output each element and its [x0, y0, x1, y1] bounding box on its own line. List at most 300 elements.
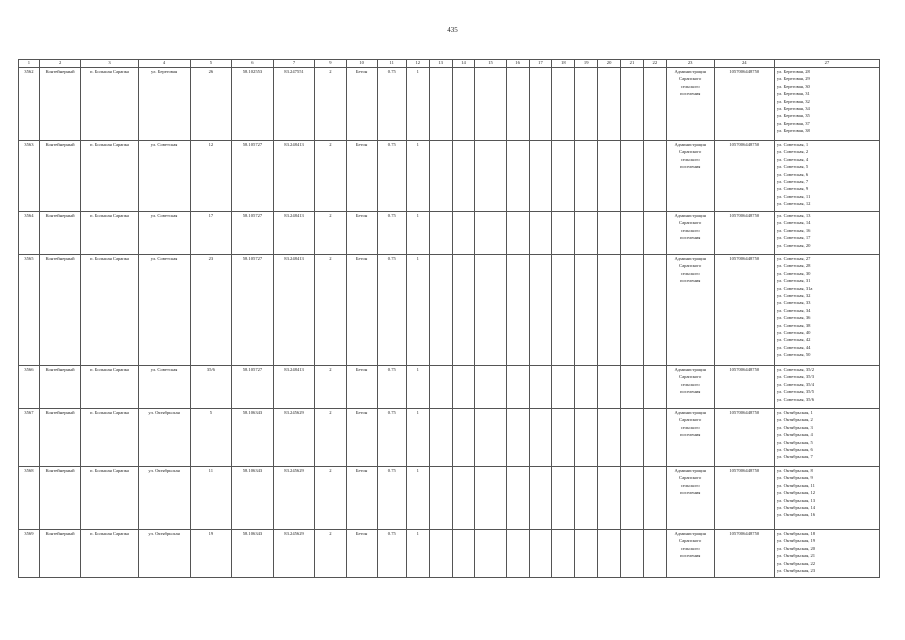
administrator: [666, 467, 714, 530]
address-line: ул. Советская, 5: [776, 164, 809, 170]
column-header: 18: [552, 60, 575, 68]
empty-cell: [552, 467, 575, 530]
address-line: ул. Советская, 12: [776, 201, 811, 207]
container-volume: 0.75: [377, 255, 406, 366]
empty-cell: [506, 141, 529, 212]
row-number: 3565: [19, 255, 40, 366]
administrator-line: поселения: [679, 164, 701, 170]
administrator-line: Администрация: [674, 531, 706, 536]
administrator-line: Сарапского: [679, 417, 702, 423]
address-line: ул. Октябрьская, 6: [776, 447, 813, 453]
settlement: п. Большая Сарапка: [81, 255, 138, 366]
column-header: 22: [643, 60, 666, 68]
administrator-line: сельского: [680, 545, 700, 551]
empty-cell: [643, 68, 666, 141]
empty-cell: [621, 212, 644, 255]
column-header: 7: [273, 60, 315, 68]
longitude: 83.248413: [273, 366, 315, 409]
address-line: ул. Советская, 20: [776, 242, 811, 248]
address-line: ул. Октябрьская, 18: [776, 531, 816, 536]
col-12: 1: [406, 530, 429, 578]
empty-cell: [621, 141, 644, 212]
address-line: ул. Октябрьская, 20: [776, 545, 816, 551]
house-number: 17: [190, 212, 232, 255]
ogrn: 1057006448750: [714, 366, 774, 409]
administrator-line: поселения: [679, 91, 701, 97]
latitude: 58.102553: [232, 68, 274, 141]
empty-cell: [452, 255, 475, 366]
container-count: 2: [315, 409, 346, 467]
empty-cell: [552, 530, 575, 578]
empty-cell: [621, 255, 644, 366]
administrator-line: Администрация: [674, 69, 706, 74]
administrator-line: поселения: [679, 235, 701, 241]
street: ул. Октябрьская: [138, 530, 190, 578]
empty-cell: [552, 141, 575, 212]
container-count: 2: [315, 141, 346, 212]
empty-cell: [598, 68, 621, 141]
street: ул. Советская: [138, 141, 190, 212]
container-count: 2: [315, 68, 346, 141]
empty-cell: [452, 68, 475, 141]
administrator-line: Администрация: [674, 256, 706, 261]
address-line: ул. Советская, 32: [776, 293, 811, 299]
address-line: ул. Береговая, 30: [776, 83, 810, 89]
address-line: ул. Советская, 28: [776, 263, 811, 269]
column-header: 12: [406, 60, 429, 68]
col-12: 1: [406, 409, 429, 467]
address-line: ул. Советская, 35/6: [776, 396, 814, 402]
ogrn: 1057006448750: [714, 212, 774, 255]
empty-cell: [598, 409, 621, 467]
house-number: 23: [190, 255, 232, 366]
empty-cell: [529, 141, 552, 212]
column-header: 14: [452, 60, 475, 68]
site-type: Контейнерный: [39, 530, 81, 578]
address-line: ул. Береговая, 31: [776, 91, 810, 97]
settlement: п. Большая Сарапка: [81, 68, 138, 141]
empty-cell: [506, 530, 529, 578]
longitude: 83.245629: [273, 530, 315, 578]
address-line: ул. Советская, 13: [776, 213, 811, 218]
container-volume: 0.75: [377, 409, 406, 467]
column-header: 16: [506, 60, 529, 68]
empty-cell: [552, 212, 575, 255]
administrator: [666, 409, 714, 467]
address-line: ул. Советская, 11: [776, 193, 811, 199]
administrator-line: Администрация: [674, 410, 706, 415]
header-row: [19, 60, 880, 68]
address-line: ул. Советская, 50: [776, 352, 811, 358]
empty-cell: [475, 68, 506, 141]
empty-cell: [506, 212, 529, 255]
column-header: 9: [315, 60, 346, 68]
column-header: 23: [666, 60, 714, 68]
house-number: 11: [190, 467, 232, 530]
container-count: 2: [315, 366, 346, 409]
site-type: Контейнерный: [39, 212, 81, 255]
administrator-line: Администрация: [674, 367, 706, 372]
address-line: ул. Октябрьская, 12: [776, 490, 816, 496]
ogrn: 1057006448750: [714, 255, 774, 366]
site-type: Контейнерный: [39, 409, 81, 467]
address-line: ул. Советская, 38: [776, 322, 811, 328]
empty-cell: [475, 530, 506, 578]
settlement: п. Большая Сарапка: [81, 409, 138, 467]
served-addresses: [774, 255, 879, 366]
row-number: 3567: [19, 409, 40, 467]
column-header: 2: [39, 60, 81, 68]
administrator-line: сельского: [680, 424, 700, 430]
street: ул. Советская: [138, 255, 190, 366]
table-row: [19, 467, 880, 530]
col-12: 1: [406, 366, 429, 409]
address-line: ул. Советская, 36: [776, 315, 811, 321]
address-line: ул. Октябрьская, 8: [776, 468, 813, 473]
site-type: Контейнерный: [39, 255, 81, 366]
register-table: [18, 59, 880, 578]
street: ул. Советская: [138, 366, 190, 409]
served-addresses: [774, 68, 879, 141]
address-line: ул. Советская, 34: [776, 307, 811, 313]
latitude: 58.105727: [232, 141, 274, 212]
column-header: 24: [714, 60, 774, 68]
administrator-line: поселения: [679, 389, 701, 395]
served-addresses: [774, 212, 879, 255]
latitude: 58.106343: [232, 467, 274, 530]
empty-cell: [575, 366, 598, 409]
empty-cell: [506, 255, 529, 366]
column-header: 19: [575, 60, 598, 68]
administrator-line: сельского: [680, 270, 700, 276]
ogrn: 1057006448750: [714, 467, 774, 530]
address-line: ул. Береговая, 32: [776, 98, 810, 104]
column-header: 13: [429, 60, 452, 68]
empty-cell: [575, 467, 598, 530]
street: ул. Октябрьская: [138, 467, 190, 530]
administrator: [666, 68, 714, 141]
address-line: ул. Октябрьская, 13: [776, 497, 816, 503]
empty-cell: [621, 409, 644, 467]
empty-cell: [643, 212, 666, 255]
address-line: ул. Октябрьская, 5: [776, 439, 813, 445]
address-line: ул. Октябрьская, 21: [776, 553, 816, 559]
col-12: 1: [406, 212, 429, 255]
administrator: [666, 212, 714, 255]
empty-cell: [643, 409, 666, 467]
row-number: 3562: [19, 68, 40, 141]
address-line: ул. Советская, 2: [776, 149, 809, 155]
empty-cell: [452, 530, 475, 578]
empty-cell: [552, 366, 575, 409]
longitude: 83.248413: [273, 212, 315, 255]
container-count: 2: [315, 212, 346, 255]
administrator-line: Сарапского: [679, 475, 702, 481]
container-count: 2: [315, 530, 346, 578]
address-line: ул. Советская, 30: [776, 270, 811, 276]
administrator-line: Администрация: [674, 468, 706, 473]
surface-type: Бетон: [346, 409, 377, 467]
empty-cell: [598, 530, 621, 578]
col-12: 1: [406, 255, 429, 366]
longitude: 83.248413: [273, 141, 315, 212]
administrator-line: сельского: [680, 381, 700, 387]
empty-cell: [429, 68, 452, 141]
empty-cell: [643, 366, 666, 409]
address-line: ул. Октябрьская, 3: [776, 424, 813, 430]
row-number: 3564: [19, 212, 40, 255]
col-12: 1: [406, 467, 429, 530]
surface-type: Бетон: [346, 366, 377, 409]
empty-cell: [575, 530, 598, 578]
empty-cell: [475, 212, 506, 255]
empty-cell: [452, 212, 475, 255]
empty-cell: [552, 409, 575, 467]
address-line: ул. Советская, 1: [776, 142, 809, 147]
street: ул. Октябрьская: [138, 409, 190, 467]
longitude: 83.248413: [273, 255, 315, 366]
administrator-line: поселения: [679, 490, 701, 496]
address-line: ул. Береговая, 29: [776, 76, 810, 82]
address-line: ул. Октябрьская, 22: [776, 560, 816, 566]
address-line: ул. Советская, 35/3: [776, 374, 814, 380]
ogrn: 1057006448750: [714, 68, 774, 141]
administrator-line: поселения: [679, 278, 701, 284]
address-line: ул. Октябрьская, 19: [776, 538, 816, 544]
container-count: 2: [315, 467, 346, 530]
surface-type: Бетон: [346, 68, 377, 141]
site-type: Контейнерный: [39, 467, 81, 530]
address-line: ул. Советская, 16: [776, 227, 811, 233]
container-volume: 0.75: [377, 212, 406, 255]
empty-cell: [575, 141, 598, 212]
address-line: ул. Советская, 31: [776, 278, 811, 284]
column-header: 11: [377, 60, 406, 68]
address-line: ул. Октябрьская, 14: [776, 505, 816, 511]
empty-cell: [429, 530, 452, 578]
house-number: 19: [190, 530, 232, 578]
empty-cell: [621, 366, 644, 409]
administrator-line: Сарапского: [679, 374, 702, 380]
empty-cell: [529, 255, 552, 366]
empty-cell: [575, 68, 598, 141]
administrator-line: Администрация: [674, 213, 706, 218]
empty-cell: [475, 366, 506, 409]
empty-cell: [529, 467, 552, 530]
administrator: [666, 255, 714, 366]
address-line: ул. Советская, 31а: [776, 285, 813, 291]
empty-cell: [529, 212, 552, 255]
address-line: ул. Советская, 42: [776, 337, 811, 343]
latitude: 58.106343: [232, 409, 274, 467]
settlement: п. Большая Сарапка: [81, 467, 138, 530]
empty-cell: [575, 409, 598, 467]
column-header: 4: [138, 60, 190, 68]
street: ул. Береговая: [138, 68, 190, 141]
empty-cell: [598, 366, 621, 409]
table-row: [19, 212, 880, 255]
address-line: ул. Октябрьская, 1: [776, 410, 813, 415]
table-row: [19, 255, 880, 366]
administrator-line: сельского: [680, 83, 700, 89]
address-line: ул. Советская, 17: [776, 235, 811, 241]
longitude: 83.245629: [273, 467, 315, 530]
row-number: 3563: [19, 141, 40, 212]
address-line: ул. Береговая, 35: [776, 113, 810, 119]
empty-cell: [452, 467, 475, 530]
served-addresses: [774, 366, 879, 409]
col-12: 1: [406, 141, 429, 212]
empty-cell: [506, 467, 529, 530]
address-line: ул. Октябрьская, 9: [776, 475, 813, 481]
served-addresses: [774, 141, 879, 212]
administrator-line: Сарапского: [679, 220, 702, 226]
settlement: п. Большая Сарапка: [81, 530, 138, 578]
longitude: 83.245629: [273, 409, 315, 467]
empty-cell: [575, 212, 598, 255]
administrator-line: Сарапского: [679, 149, 702, 155]
column-header: 5: [190, 60, 232, 68]
address-line: ул. Октябрьская, 7: [776, 454, 813, 460]
empty-cell: [621, 467, 644, 530]
row-number: 3566: [19, 366, 40, 409]
empty-cell: [552, 68, 575, 141]
address-line: ул. Береговая, 28: [776, 69, 810, 74]
address-line: ул. Советская, 35/2: [776, 367, 814, 372]
page-number: 435: [447, 26, 458, 34]
empty-cell: [452, 141, 475, 212]
empty-cell: [643, 255, 666, 366]
container-volume: 0.75: [377, 68, 406, 141]
site-type: Контейнерный: [39, 366, 81, 409]
house-number: 35/6: [190, 366, 232, 409]
longitude: 83.247551: [273, 68, 315, 141]
address-line: ул. Советская, 9: [776, 186, 809, 192]
empty-cell: [506, 366, 529, 409]
column-header: 10: [346, 60, 377, 68]
column-header: 27: [774, 60, 879, 68]
served-addresses: [774, 530, 879, 578]
empty-cell: [529, 68, 552, 141]
empty-cell: [429, 467, 452, 530]
surface-type: Бетон: [346, 255, 377, 366]
address-line: ул. Береговая, 38: [776, 128, 810, 134]
row-number: 3569: [19, 530, 40, 578]
address-line: ул. Советская, 27: [776, 256, 811, 261]
settlement: п. Большая Сарапка: [81, 141, 138, 212]
administrator-line: поселения: [679, 432, 701, 438]
surface-type: Бетон: [346, 530, 377, 578]
empty-cell: [475, 141, 506, 212]
address-line: ул. Советская, 35/4: [776, 381, 814, 387]
empty-cell: [452, 409, 475, 467]
house-number: 26: [190, 68, 232, 141]
empty-cell: [429, 409, 452, 467]
address-line: ул. Советская, 40: [776, 330, 811, 336]
address-line: ул. Советская, 4: [776, 156, 809, 162]
container-volume: 0.75: [377, 467, 406, 530]
empty-cell: [429, 366, 452, 409]
container-volume: 0.75: [377, 141, 406, 212]
latitude: 58.105727: [232, 366, 274, 409]
administrator-line: Сарапского: [679, 76, 702, 82]
empty-cell: [475, 467, 506, 530]
latitude: 58.105727: [232, 255, 274, 366]
administrator-line: сельского: [680, 156, 700, 162]
surface-type: Бетон: [346, 212, 377, 255]
address-line: ул. Октябрьская, 23: [776, 568, 816, 574]
column-header: 1: [19, 60, 40, 68]
street: ул. Советская: [138, 212, 190, 255]
site-type: Контейнерный: [39, 68, 81, 141]
house-number: 12: [190, 141, 232, 212]
column-header: 6: [232, 60, 274, 68]
column-header: 21: [621, 60, 644, 68]
empty-cell: [643, 141, 666, 212]
administrator-line: Администрация: [674, 142, 706, 147]
address-line: ул. Советская, 6: [776, 171, 809, 177]
empty-cell: [475, 409, 506, 467]
empty-cell: [506, 409, 529, 467]
address-line: ул. Советская, 44: [776, 344, 811, 350]
empty-cell: [552, 255, 575, 366]
address-line: ул. Советская, 7: [776, 179, 809, 185]
site-type: Контейнерный: [39, 141, 81, 212]
empty-cell: [621, 68, 644, 141]
container-count: 2: [315, 255, 346, 366]
empty-cell: [429, 255, 452, 366]
address-line: ул. Октябрьская, 11: [776, 482, 815, 488]
latitude: 58.106343: [232, 530, 274, 578]
settlement: п. Большая Сарапка: [81, 366, 138, 409]
container-volume: 0.75: [377, 366, 406, 409]
surface-type: Бетон: [346, 467, 377, 530]
empty-cell: [529, 530, 552, 578]
administrator-line: Сарапского: [679, 538, 702, 544]
column-header: 3: [81, 60, 138, 68]
empty-cell: [598, 141, 621, 212]
container-volume: 0.75: [377, 530, 406, 578]
empty-cell: [621, 530, 644, 578]
ogrn: 1057006448750: [714, 409, 774, 467]
empty-cell: [598, 255, 621, 366]
empty-cell: [598, 467, 621, 530]
ogrn: 1057006448750: [714, 530, 774, 578]
address-line: ул. Береговая, 37: [776, 120, 810, 126]
column-header: 17: [529, 60, 552, 68]
administrator-line: сельского: [680, 227, 700, 233]
administrator: [666, 141, 714, 212]
table-row: [19, 409, 880, 467]
served-addresses: [774, 467, 879, 530]
empty-cell: [529, 366, 552, 409]
ogrn: 1057006448750: [714, 141, 774, 212]
address-line: ул. Советская, 33: [776, 300, 811, 306]
address-line: ул. Октябрьская, 16: [776, 512, 816, 518]
empty-cell: [429, 141, 452, 212]
column-header: 20: [598, 60, 621, 68]
settlement: п. Большая Сарапка: [81, 212, 138, 255]
table-row: [19, 68, 880, 141]
address-line: ул. Октябрьская, 2: [776, 417, 813, 423]
empty-cell: [575, 255, 598, 366]
latitude: 58.105727: [232, 212, 274, 255]
table-row: [19, 141, 880, 212]
empty-cell: [429, 212, 452, 255]
address-line: ул. Береговая, 34: [776, 106, 810, 112]
column-header: 15: [475, 60, 506, 68]
administrator: [666, 366, 714, 409]
